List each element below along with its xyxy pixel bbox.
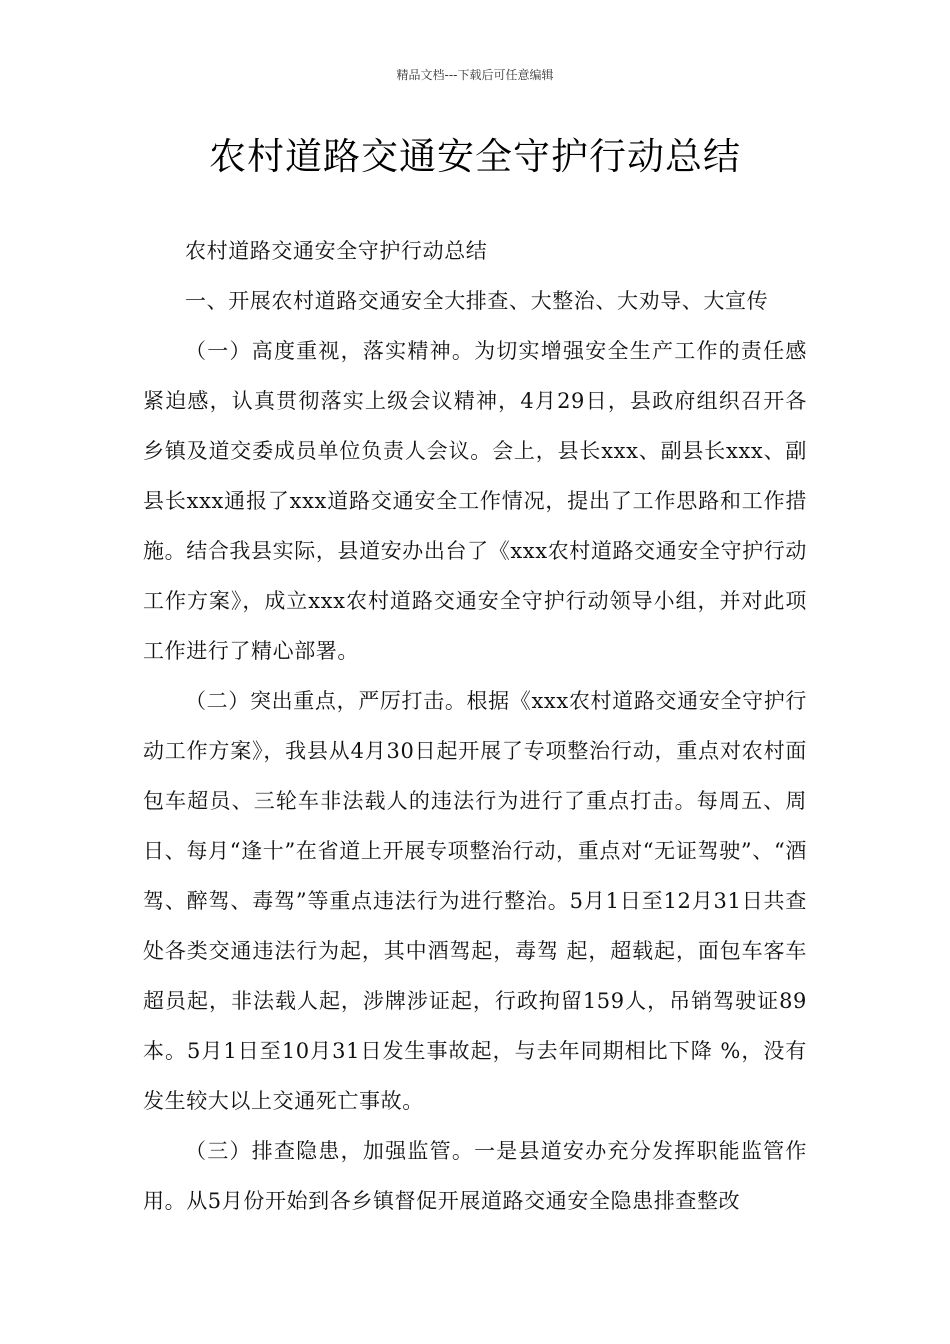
- body-paragraph: （三）排查隐患，加强监管。一是县道安办充分发挥职能监管作用。从5月份开始到各乡镇督促开展道路交通安全隐患排查整改: [143, 1139, 807, 1213]
- document-body: [143, 226, 807, 1226]
- section-heading: 一、开展农村道路交通安全大排查、大整治、大劝导、大宣传: [185, 289, 769, 313]
- header-note: 精品文档---下载后可任意编辑: [396, 68, 554, 82]
- body-paragraph: （二）突出重点，严厉打击。根据《xxx农村道路交通安全守护行动工作方案》，我县从4月30日起开展了专项整治行动，重点对农村面包车超员、三轮车非法载人的违法行为进行了重点打击。每周五、周日、每月“逢十”在省道上开展专项整治行动，重点对“无证驾驶”、“酒驾、醉驾、毒驾”等重点违法行为进行整治。5月1日至12月31日共查处各类交通违法行为起，其中酒驾起，毒驾 起，超载起，面包车客车超员起，非法载人起，涉牌涉证起，行政拘留159人，吊销驾驶证89 本。5月1日至10月31日发生事故起，与去年同期相比下降 %，没有发生较大以上交通死亡事故。: [143, 689, 807, 1113]
- body-paragraph: （一）高度重视，落实精神。为切实增强安全生产工作的责任感紧迫感，认真贯彻落实上级会议精神，4月29日，县政府组织召开各乡镇及道交委成员单位负责人会议。会上，县长xxx、副县长xxx、副县长xxx通报了xxx道路交通安全工作情况，提出了工作思路和工作措施。结合我县实际，县道安办出台了《xxx农村道路交通安全守护行动工作方案》，成立xxx农村道路交通安全守护行动领导小组，并对此项工作进行了精心部署。: [143, 339, 807, 663]
- document-title: 农村道路交通安全守护行动总结: [209, 135, 741, 178]
- subtitle-paragraph: 农村道路交通安全守护行动总结: [185, 239, 488, 263]
